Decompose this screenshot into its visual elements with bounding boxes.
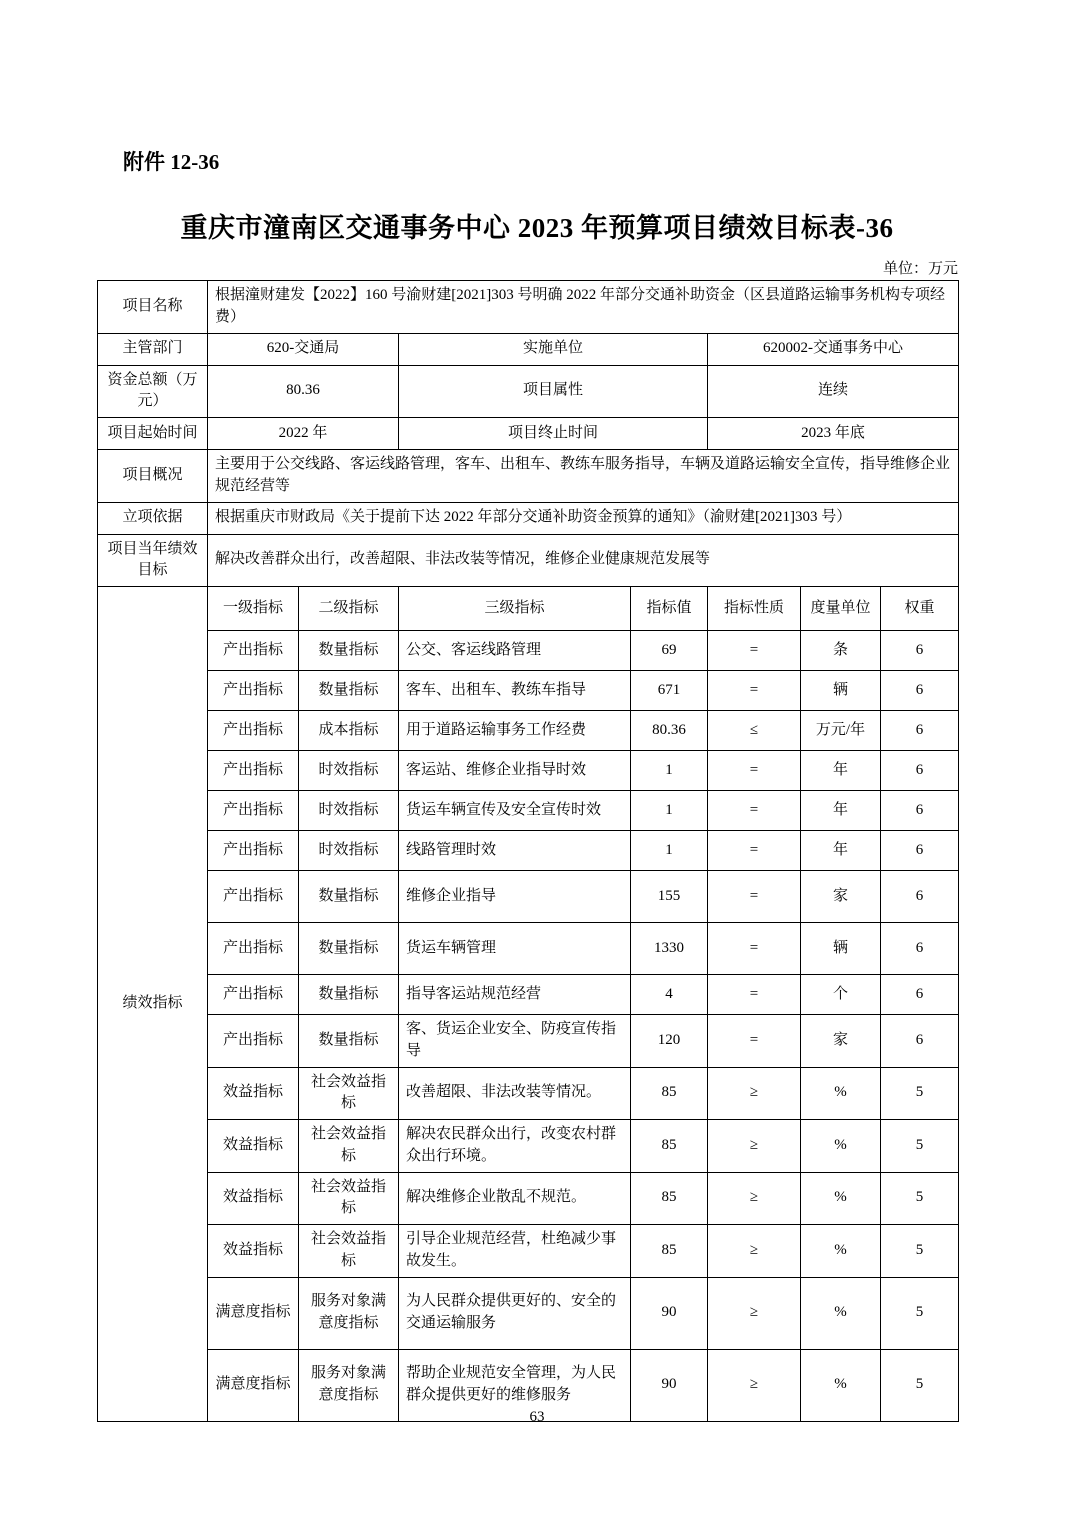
indicator-value: 155 [631,871,708,923]
overview-value: 主要用于公交线路、客运线路管理，客车、出租车、教练车服务指导，车辆及道路运输安全宣传，指导维修企业规范经营等 [208,450,959,503]
indicator-level2: 社会效益指标 [299,1225,399,1278]
indicator-level2: 服务对象满意度指标 [299,1349,399,1421]
indicator-level3: 公交、客运线路管理 [399,631,631,671]
indicator-level1: 产出指标 [208,791,299,831]
indicator-unit: % [801,1172,881,1225]
table-row [98,1277,959,1349]
basis-value: 根据重庆市财政局《关于提前下达 2022 年部分交通补助资金预算的通知》（渝财建[2021]303 号） [208,502,959,534]
indicator-level3: 客车、出租车、教练车指导 [399,671,631,711]
indicator-value: 85 [631,1225,708,1278]
indicator-weight: 6 [881,871,959,923]
indicator-level3: 客、货运企业安全、防疫宣传指导 [399,1015,631,1068]
indicator-nature: ≤ [708,711,801,751]
indicator-level2: 时效指标 [299,751,399,791]
indicator-level3: 解决维修企业散乱不规范。 [399,1172,631,1225]
indicator-weight: 6 [881,711,959,751]
indicator-level3: 线路管理时效 [399,831,631,871]
indicators-section-label: 绩效指标 [98,587,208,1422]
table-row [98,450,959,503]
indicator-value: 85 [631,1120,708,1173]
end-label: 项目终止时间 [399,418,708,450]
indicator-unit: % [801,1277,881,1349]
indicator-nature: = [708,1015,801,1068]
indicator-level3: 解决农民群众出行，改变农村群众出行环境。 [399,1120,631,1173]
table-row [98,281,959,334]
indicator-weight: 5 [881,1277,959,1349]
indicator-level3: 改善超限、非法改装等情况。 [399,1067,631,1120]
start-value: 2022 年 [208,418,399,450]
indicator-level1: 产出指标 [208,923,299,975]
indicator-unit: % [801,1067,881,1120]
indicator-level2: 社会效益指标 [299,1172,399,1225]
table-row [98,333,959,365]
indicator-level1: 效益指标 [208,1067,299,1120]
indicator-value: 1330 [631,923,708,975]
indicator-unit: 辆 [801,671,881,711]
indicator-nature: = [708,791,801,831]
indicator-nature: = [708,631,801,671]
indicator-value: 120 [631,1015,708,1068]
start-label: 项目起始时间 [98,418,208,450]
basis-label: 立项依据 [98,502,208,534]
indicator-weight: 6 [881,831,959,871]
indicator-level2: 时效指标 [299,831,399,871]
header-level2: 二级指标 [299,587,399,631]
page-title: 重庆市潼南区交通事务中心 2023 年预算项目绩效目标表-36 [180,213,894,243]
indicator-level1: 满意度指标 [208,1349,299,1421]
dept-value: 620-交通局 [208,333,399,365]
table-row [98,871,959,923]
table-row [98,671,959,711]
indicator-weight: 6 [881,975,959,1015]
header-level3: 三级指标 [399,587,631,631]
indicator-level1: 效益指标 [208,1225,299,1278]
indicator-value: 90 [631,1349,708,1421]
indicator-level1: 产出指标 [208,631,299,671]
table-row [98,1120,959,1173]
indicator-nature: = [708,871,801,923]
indicator-value: 4 [631,975,708,1015]
table-row [98,975,959,1015]
indicator-level2: 社会效益指标 [299,1067,399,1120]
indicator-level1: 产出指标 [208,711,299,751]
indicator-level1: 产出指标 [208,671,299,711]
indicator-weight: 5 [881,1120,959,1173]
end-value: 2023 年底 [708,418,959,450]
indicator-level1: 效益指标 [208,1172,299,1225]
table-row [98,1067,959,1120]
indicator-value: 90 [631,1277,708,1349]
indicator-nature: ≥ [708,1120,801,1173]
funds-label: 资金总额（万元） [98,365,208,418]
attr-label: 项目属性 [399,365,708,418]
indicator-level3: 帮助企业规范安全管理，为人民群众提供更好的维修服务 [399,1349,631,1421]
indicator-unit: 条 [801,631,881,671]
indicator-weight: 5 [881,1172,959,1225]
indicator-nature: = [708,831,801,871]
indicator-level2: 数量指标 [299,1015,399,1068]
table-row [98,923,959,975]
indicator-unit: 辆 [801,923,881,975]
indicator-weight: 6 [881,671,959,711]
indicator-level3: 货运车辆管理 [399,923,631,975]
indicator-weight: 6 [881,631,959,671]
indicator-value: 85 [631,1067,708,1120]
table-row [98,1172,959,1225]
indicator-level3: 维修企业指导 [399,871,631,923]
page-number: 63 [529,1409,545,1425]
indicator-level3: 客运站、维修企业指导时效 [399,751,631,791]
funds-value: 80.36 [208,365,399,418]
attr-value: 连续 [708,365,959,418]
indicator-level1: 效益指标 [208,1120,299,1173]
table-row [98,1015,959,1068]
impl-label: 实施单位 [399,333,708,365]
table-row [98,831,959,871]
indicator-level2: 服务对象满意度指标 [299,1277,399,1349]
indicator-level2: 社会效益指标 [299,1120,399,1173]
indicator-level1: 产出指标 [208,871,299,923]
table-row [98,502,959,534]
indicator-nature: ≥ [708,1349,801,1421]
indicator-nature: ≥ [708,1172,801,1225]
project-name-label: 项目名称 [98,281,208,334]
table-row [98,418,959,450]
dept-label: 主管部门 [98,333,208,365]
table-row [98,534,959,587]
indicator-weight: 6 [881,791,959,831]
header-nature: 指标性质 [708,587,801,631]
indicator-unit: 万元/年 [801,711,881,751]
indicator-level2: 数量指标 [299,923,399,975]
indicator-nature: = [708,975,801,1015]
indicator-weight: 6 [881,923,959,975]
indicator-level2: 成本指标 [299,711,399,751]
indicator-unit: 家 [801,1015,881,1068]
indicator-value: 85 [631,1172,708,1225]
attachment-label: 附件 12-36 [123,150,220,174]
indicator-nature: ≥ [708,1067,801,1120]
goal-value: 解决改善群众出行，改善超限、非法改装等情况，维修企业健康规范发展等 [208,534,959,587]
indicator-level1: 产出指标 [208,831,299,871]
indicator-unit: % [801,1225,881,1278]
indicator-value: 1 [631,791,708,831]
indicator-unit: % [801,1120,881,1173]
indicator-weight: 5 [881,1349,959,1421]
table-row [98,791,959,831]
indicator-value: 1 [631,751,708,791]
indicator-nature: ≥ [708,1277,801,1349]
indicator-nature: = [708,751,801,791]
indicator-level1: 产出指标 [208,751,299,791]
indicator-value: 69 [631,631,708,671]
indicator-unit: 年 [801,831,881,871]
project-name-value: 根据潼财建发【2022】160 号渝财建[2021]303 号明确 2022 年部分交通补助资金（区县道路运输事务机构专项经费） [208,281,959,334]
indicator-level3: 指导客运站规范经营 [399,975,631,1015]
table-row [98,365,959,418]
indicator-level2: 时效指标 [299,791,399,831]
indicator-level3: 用于道路运输事务工作经费 [399,711,631,751]
indicator-level1: 满意度指标 [208,1277,299,1349]
header-unit: 度量单位 [801,587,881,631]
header-weight: 权重 [881,587,959,631]
indicator-nature: = [708,923,801,975]
indicator-level2: 数量指标 [299,871,399,923]
indicator-nature: ≥ [708,1225,801,1278]
indicator-weight: 5 [881,1067,959,1120]
indicator-value: 671 [631,671,708,711]
unit-note: 单位：万元 [882,261,958,277]
indicator-unit: % [801,1349,881,1421]
indicator-weight: 6 [881,751,959,791]
indicator-unit: 个 [801,975,881,1015]
goal-label: 项目当年绩效目标 [98,534,208,587]
indicator-unit: 家 [801,871,881,923]
table-row [98,711,959,751]
indicator-level3: 货运车辆宣传及安全宣传时效 [399,791,631,831]
indicator-unit: 年 [801,791,881,831]
table-row [98,631,959,671]
indicator-weight: 6 [881,1015,959,1068]
indicator-header-row [98,587,959,631]
indicator-value: 1 [631,831,708,871]
performance-table [97,280,959,1422]
indicator-level2: 数量指标 [299,975,399,1015]
indicator-level1: 产出指标 [208,1015,299,1068]
indicator-nature: = [708,671,801,711]
table-row [98,1225,959,1278]
header-level1: 一级指标 [208,587,299,631]
indicator-unit: 年 [801,751,881,791]
header-value: 指标值 [631,587,708,631]
indicator-weight: 5 [881,1225,959,1278]
indicator-level3: 引导企业规范经营，杜绝减少事故发生。 [399,1225,631,1278]
indicator-level2: 数量指标 [299,631,399,671]
indicator-level2: 数量指标 [299,671,399,711]
indicator-value: 80.36 [631,711,708,751]
overview-label: 项目概况 [98,450,208,503]
indicator-level3: 为人民群众提供更好的、安全的交通运输服务 [399,1277,631,1349]
indicator-level1: 产出指标 [208,975,299,1015]
table-row [98,751,959,791]
impl-value: 620002-交通事务中心 [708,333,959,365]
